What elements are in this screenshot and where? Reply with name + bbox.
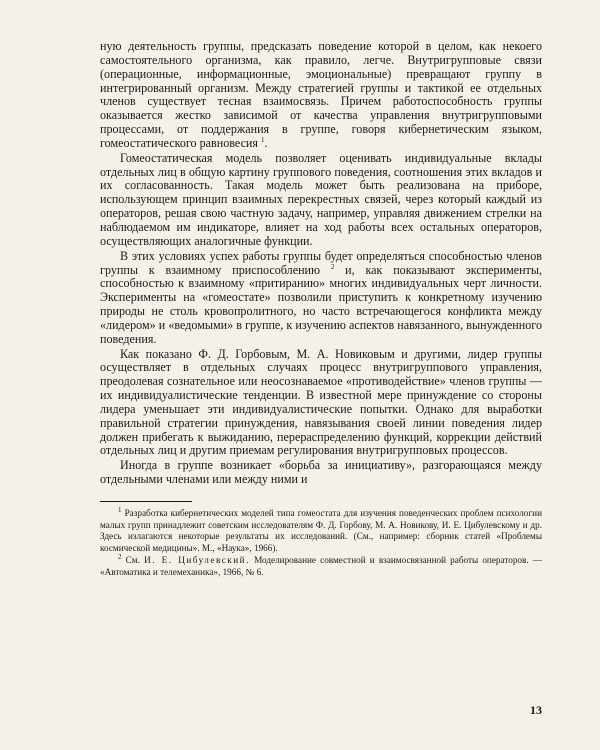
paragraph-3-text-a: В этих условиях успех работы группы будет определяться способностью членов группы к взаимному приспособлению bbox=[100, 248, 542, 277]
footnote-2-prefix: См. bbox=[125, 554, 140, 565]
footnotes bbox=[100, 505, 543, 578]
paragraph-5: Иногда в группе возникает «борьба за инициативу», разгорающаяся между отдельными членами или между ними и bbox=[100, 458, 542, 487]
paragraph-3 bbox=[100, 250, 542, 347]
paragraph-4: Как показано Ф. Д. Горбовым, М. А. Новиковым и другими, лидер группы осуществляет в отдельных случаях процесс внутригруппового управления, преодолевая сознательное или неосознаваемое «противодействие» членов группы — их индивидуалистические тенденции. В известной мере принуждение со стороны лидера уменьшает эти индивидуалистические попытки. Однако для выработки правильной стратегии принуждения, навязывания своей линии поведения лидер должен прибегать к выжиданию, перераспределению функций, коррекции действий отдельных лиц и другим приемам регулирования внутригрупповых процессов. bbox=[100, 346, 542, 458]
main-text bbox=[100, 40, 542, 487]
footnote-2-author: И. Е. Цибулевский. bbox=[144, 554, 250, 565]
page-number: 13 bbox=[530, 703, 542, 717]
paragraph-3-text-b: и, как показывают эксперименты, способностью к взаимному «притиранию» многих индивидуальных черт личности. Эксперименты на «гомеостате» позволили приступить к конкретному изучению природы не столь кровопролитного, но часто встречающегося конфликта между «лидером» и «ведомыми» в группе, к изучению аспектов навязанного, вынужденного поведения. bbox=[100, 262, 542, 346]
footnote-2-mark: 2 bbox=[118, 552, 122, 561]
footnote-divider bbox=[100, 501, 192, 502]
footnote-ref-2[interactable]: 2 bbox=[330, 262, 335, 271]
footnote-1 bbox=[100, 505, 542, 555]
paragraph-2: Гомеостатическая модель позволяет оценивать индивидуальные вклады отдельных лиц в общую картину группового поведения, соотношения этих вкладов и их согласованность. Такая модель может быть реализована на приборе, использующем принцип взаимных перекрестных связей, через который каждый из операторов, решая свою частную задачу, например, управляя движением стрелки на наблюдаемом им индикаторе, влияет на ход работы всех остальных операторов, осуществляющих аналогичные функции. bbox=[100, 150, 542, 248]
footnote-1-text: Разработка кибернетических моделей типа гомеостата для изучения поведенческих проблем психологии малых групп принадлежит советским исследователям Ф. Д. Горбову, М. А. Новикову, И. Е. Цибулевскому и др. Здесь излагаются некоторые результаты их исследований. (См., например: сборник статей «Проблемы космической медицины». М., «Наука», 1966). bbox=[100, 508, 542, 554]
footnote-2 bbox=[100, 552, 543, 578]
paragraph-1: ную деятельность группы, предсказать поведение которой в целом, как некоего самостоятельного организма, как правило, легче. Внутригрупповые связи (операционные, информационные, эмоциональные) превращают группу в интегрированный организм. Между стратегией группы и тактикой ее отдельных членов существует тесная взаимосвязь. Причем работоспособность группы оказывается жестко зависимой от качества управления внутригрупповыми процессами, от поддержания в группе, говоря кибернетическим языком, гомеостатического равновесия $^1$. bbox=[100, 39, 542, 150]
footnote-1-mark: 1 bbox=[118, 505, 122, 514]
paragraph-1-text: ную деятельность группы, предсказать поведение которой в целом, как некоего самостоятельного организма, как правило, легче. Внутригрупповые связи (операционные, информационные, эмоциональные) превращают группу в интегрированный организм. Между стратегией группы и тактикой ее отдельных членов существует тесная взаимосвязь. Причем работоспособность группы оказывается жестко зависимой от качества управления внутригрупповыми процессами, от поддержания в группе, говоря кибернетическим языком, гомеостатического равновесия bbox=[100, 39, 542, 150]
footnote-2-text: Моделирование совместной и взаимосвязанной работы операторов. — «Автоматика и телемеханика», 1966, № 6. bbox=[100, 554, 543, 577]
footnote-ref-1[interactable]: 1 bbox=[261, 135, 265, 144]
